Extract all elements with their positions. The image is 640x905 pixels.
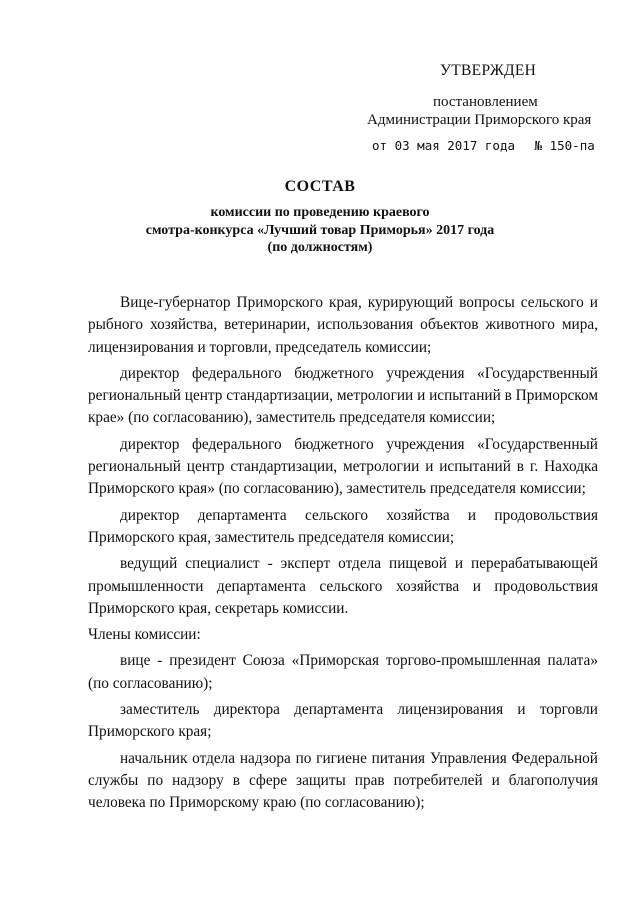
approval-admin: Администрации Приморского края <box>367 112 592 128</box>
document-subtitle <box>0 204 640 257</box>
member-paragraph: заместитель директора департамента лицензирования и торговли Приморского края; <box>88 701 598 741</box>
subtitle-line: комиссии по проведению краевого <box>210 205 430 220</box>
approval-number: 150-па <box>549 138 595 153</box>
member-paragraph: директор департамента сельского хозяйства и продовольствия Приморского края, заместитель председателя комиссии; <box>88 506 598 546</box>
approval-title: УТВЕРЖДЕН <box>440 62 537 79</box>
approval-date-line <box>372 138 595 153</box>
member-paragraph: вице - президент Союза «Приморская торгово-промышленная палата» (по согласованию); <box>88 652 598 692</box>
document-body <box>88 292 598 819</box>
member-paragraph: директор федерального бюджетного учреждения «Государственный региональный центр стандартизации, метрологии и испытаний в Приморском крае» (по согласованию), заместитель председателя комиссии; <box>88 364 598 427</box>
subtitle-line: смотра-конкурса «Лучший товар Приморья» 2017 года <box>145 222 495 238</box>
document-title: СОСТАВ <box>284 178 356 195</box>
approval-date-prefix: от <box>372 138 388 153</box>
member-paragraph: директор федерального бюджетного учреждения «Государственный региональный центр стандартизации, метрологии и испытаний в г. Находка Приморского края» (по согласованию), заместитель председателя комиссии; <box>88 435 598 498</box>
member-paragraph: Вице-губернатор Приморского края, курирующий вопросы сельского и рыбного хозяйства, ветеринарии, использования объектов животного мира, лицензирования и торговли, председатель комиссии; <box>88 294 598 356</box>
members-heading: Члены комиссии: <box>88 626 201 644</box>
approval-date: 03 мая 2017 года <box>394 138 516 153</box>
approval-by: постановлением <box>433 94 538 110</box>
member-paragraph: ведущий специалист - эксперт отдела пищевой и перерабатывающей промышленности департамента сельского хозяйства и продовольствия Приморского края, секретарь комиссии. <box>88 555 598 617</box>
subtitle-line: (по должностям) <box>267 240 373 255</box>
approval-number-prefix: № <box>534 138 543 153</box>
member-paragraph: начальник отдела надзора по гигиене питания Управления Федеральной службы по надзору в сфере защиты прав потребителей и благополучия человека по Приморскому краю (по согласованию); <box>88 749 598 812</box>
